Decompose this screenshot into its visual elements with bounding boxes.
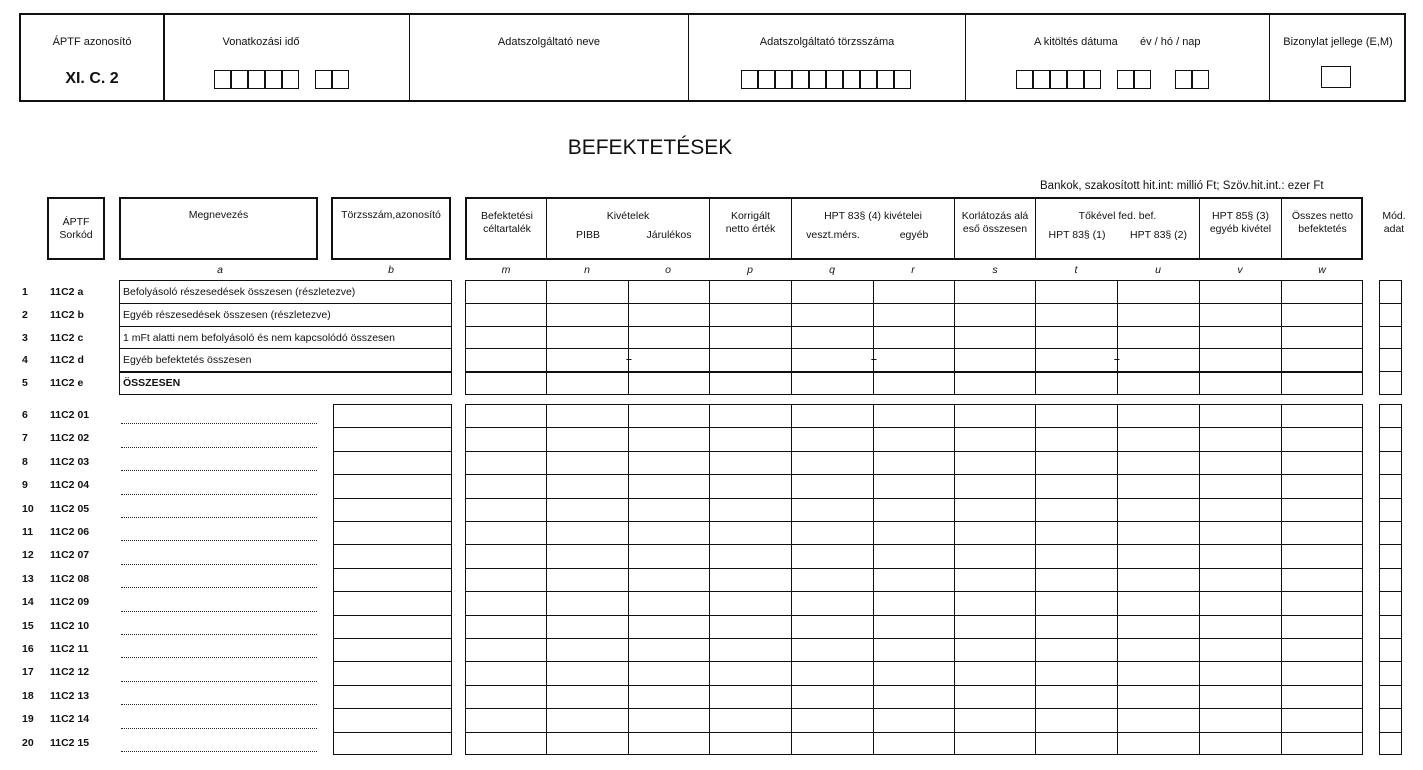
row-code: 11C2 08 (50, 573, 90, 585)
row-number: 20 (22, 737, 34, 749)
row-number: 5 (22, 377, 28, 389)
summary-mod-block (1379, 280, 1402, 395)
column-letter-5: p (747, 264, 753, 276)
name-entry-line[interactable] (121, 494, 317, 495)
header-v: HPT 85§ (3) egyéb kivétel (1209, 210, 1272, 235)
name-entry-line[interactable] (121, 540, 317, 541)
header-sorkod: ÁPTF Sorkód (47, 197, 105, 260)
provider-reg-label: Adatszolgáltató törzsszáma (759, 36, 895, 48)
row-code: 11C2 14 (50, 713, 90, 725)
page-title: BEFEKTETÉSEK (567, 136, 733, 159)
provider-name-label: Adatszolgáltató neve (497, 36, 601, 48)
header-t: HPT 83§ (1) (1048, 229, 1106, 241)
summary-row-label: Befolyásoló részesedések összesen (részletezve) (123, 286, 356, 298)
row-code: 11C2 05 (50, 503, 90, 515)
column-letter-3: n (584, 264, 590, 276)
row-number: 17 (22, 666, 34, 678)
row-number: 18 (22, 690, 34, 702)
row-number: 14 (22, 596, 34, 608)
row-number: 16 (22, 643, 34, 655)
name-entry-line[interactable] (121, 564, 317, 565)
summary-row-label: Egyéb részesedések összesen (részletezve) (123, 309, 331, 321)
name-entry-line[interactable] (121, 587, 317, 588)
header-u: HPT 83§ (2) (1130, 229, 1187, 241)
row-code: 11C2 13 (50, 690, 90, 702)
row-number: 6 (22, 409, 28, 421)
row-code: 11C2 04 (50, 479, 90, 491)
header-n: PIBB (576, 229, 600, 241)
header-r: egyéb (899, 229, 929, 241)
column-letter-4: o (665, 264, 671, 276)
row-code: 11C2 03 (50, 456, 90, 468)
row-code: 11C2 11 (50, 643, 89, 655)
row-code: 11C2 d (50, 354, 84, 366)
row-number: 12 (22, 549, 34, 561)
row-code: 11C2 01 (50, 409, 90, 421)
row-number: 7 (22, 432, 28, 444)
name-entry-line[interactable] (121, 611, 317, 612)
row-code: 11C2 c (50, 332, 84, 344)
row-number: 10 (22, 503, 34, 515)
summary-row-label: Egyéb befektetés összesen (123, 354, 252, 366)
header-hpt83-4: HPT 83§ (4) kivételei (824, 210, 922, 222)
row-number: 8 (22, 456, 28, 468)
doc-type-label: Bizonylat jellege (E,M) (1283, 36, 1393, 48)
column-letter-0: a (217, 264, 223, 276)
row-number: 9 (22, 479, 28, 491)
aptf-id-code: XI. C. 2 (65, 70, 119, 87)
units-note: Bankok, szakosított hit.int: millió Ft; Szöv.hit.int.: ezer Ft (1040, 180, 1324, 192)
header-q: veszt.mérs. (806, 229, 860, 241)
column-letter-9: t (1074, 264, 1078, 276)
row-code: 11C2 e (50, 377, 84, 389)
ref-period-label: Vonatkozási idő (222, 36, 300, 48)
row-code: 11C2 12 (50, 666, 90, 678)
header-torzsszam: Törzsszám,azonosító (331, 197, 451, 260)
header-mod: Mód. adat (1382, 210, 1406, 235)
row-number: 4 (22, 354, 28, 366)
column-letter-8: s (992, 264, 998, 276)
header-o: Járulékos (646, 229, 692, 241)
row-number: 15 (22, 620, 34, 632)
header-megnevezes: Megnevezés (119, 197, 318, 260)
detail-torzsszam-block (333, 404, 452, 755)
row-code: 11C2 10 (50, 620, 90, 632)
doc-type-field[interactable] (1321, 66, 1351, 88)
name-entry-line[interactable] (121, 751, 317, 752)
name-entry-line[interactable] (121, 423, 317, 424)
row-number: 3 (22, 332, 28, 344)
column-letter-7: r (911, 264, 915, 276)
row-code: 11C2 02 (50, 432, 90, 444)
row-number: 19 (22, 713, 34, 725)
detail-values-block (465, 404, 1363, 755)
name-entry-line[interactable] (121, 447, 317, 448)
row-code: 11C2 a (50, 286, 84, 298)
row-number: 2 (22, 309, 28, 321)
header-m: Befektetési céltartalék (481, 210, 533, 235)
column-letter-12: w (1318, 264, 1326, 276)
dash-mark: – (626, 353, 632, 365)
name-entry-line[interactable] (121, 681, 317, 682)
header-kivetelek: Kivételek (606, 210, 650, 222)
dash-mark: – (1114, 353, 1120, 365)
fill-date-label: A kitöltés dátuma (1034, 36, 1118, 48)
row-code: 11C2 15 (50, 737, 90, 749)
aptf-id-label: ÁPTF azonosító (52, 36, 132, 48)
row-code: 11C2 b (50, 309, 84, 321)
name-entry-line[interactable] (121, 657, 317, 658)
row-code: 11C2 06 (50, 526, 90, 538)
name-entry-line[interactable] (121, 634, 317, 635)
summary-row-label: 1 mFt alatti nem befolyásoló és nem kapcsolódó összesen (123, 332, 395, 344)
row-number: 1 (22, 286, 28, 298)
header-s: Korlátozás alá eső összesen (961, 210, 1029, 235)
column-letter-6: q (829, 264, 835, 276)
total-row-label: ÖSSZESEN (123, 377, 181, 389)
column-letter-11: v (1237, 264, 1243, 276)
header-tokevel: Tőkével fed. bef. (1078, 210, 1157, 222)
name-entry-line[interactable] (121, 517, 317, 518)
row-code: 11C2 07 (50, 549, 90, 561)
fill-date-format: év / hó / nap (1140, 36, 1201, 48)
header-p: Korrigált netto érték (725, 210, 776, 235)
column-letter-1: b (388, 264, 394, 276)
dash-mark: – (871, 353, 877, 365)
column-letter-2: m (501, 264, 511, 276)
row-number: 11 (22, 526, 34, 538)
row-code: 11C2 09 (50, 596, 90, 608)
name-entry-line[interactable] (121, 728, 317, 729)
row-number: 13 (22, 573, 34, 585)
detail-mod-block (1379, 404, 1402, 755)
summary-values-block (465, 280, 1363, 395)
name-entry-line[interactable] (121, 470, 317, 471)
column-letter-10: u (1155, 264, 1161, 276)
header-w: Összes netto befektetés (1291, 210, 1354, 235)
name-entry-line[interactable] (121, 704, 317, 705)
